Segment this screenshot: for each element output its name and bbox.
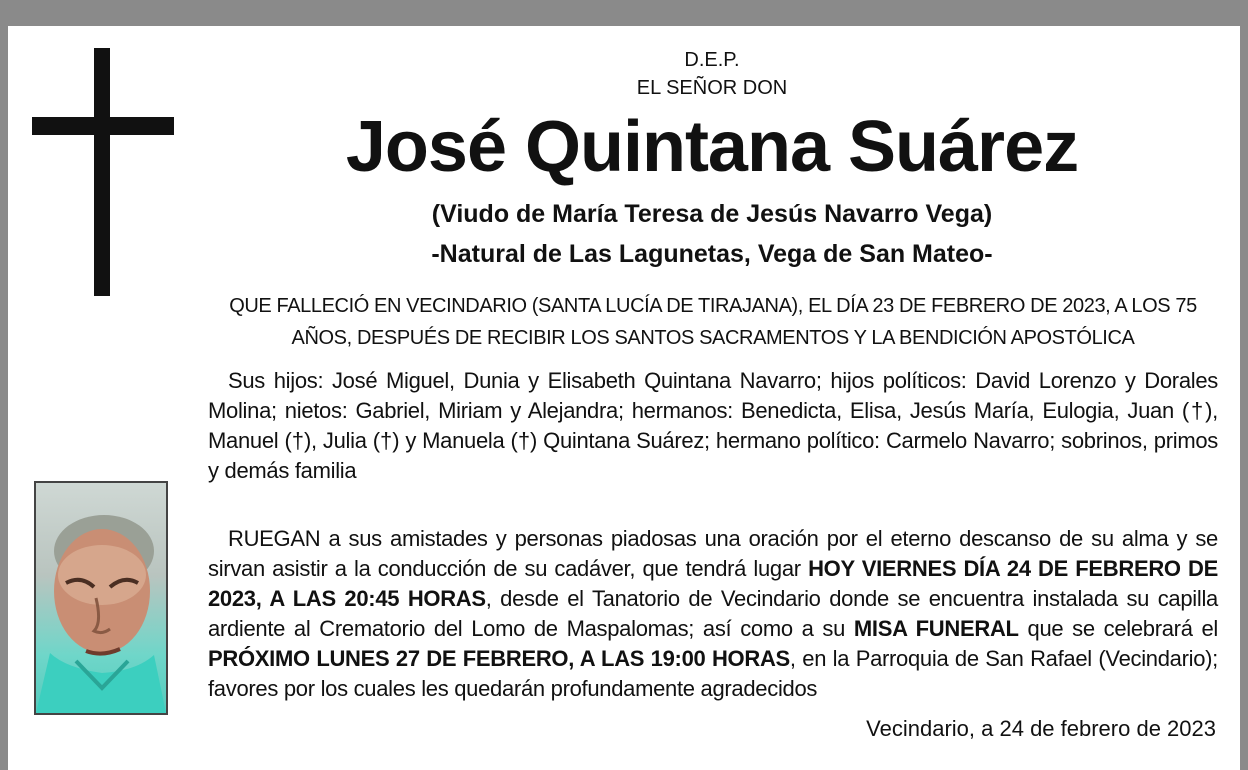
mass-time: PRÓXIMO LUNES 27 DE FEBRERO, A LAS 19:00 HORAS — [208, 646, 790, 671]
death-announcement: QUE FALLECIÓ EN VECINDARIO (SANTA LUCÍA DE TIRAJANA), EL DÍA 23 DE FEBRERO DE 2023, A LOS 75 AÑOS, DESPUÉS DE RECIBIR LOS SANTOS SACRAMENTOS Y LA BENDICIÓN APOSTÓLICA — [229, 295, 1197, 349]
portrait-illustration — [36, 483, 166, 713]
origin-line: -Natural de Las Lagunetas, Vega de San Mateo- — [431, 240, 993, 268]
conduction-time: HOY VIERNES DÍA 24 DE FEBRERO DE 2023, A LAS 20:45 HORAS — [208, 556, 1218, 611]
deceased-name: José Quintana Suárez — [345, 107, 1079, 187]
request-text-2: , desde el Tanatorio de Vecindario donde se encuentra instalada su capilla ardiente al Crematorio del Lomo de Maspalomas; así como a su — [208, 586, 1218, 641]
cross-horizontal-bar — [32, 117, 174, 135]
title-line: EL SEÑOR DON — [636, 77, 788, 99]
request-text-4: , en la Parroquia de San Rafael (Vecindario); favores por los cuales les quedarán profundamente agradecidos — [208, 646, 1218, 701]
widower-line: (Viudo de María Teresa de Jesús Navarro Vega) — [431, 200, 993, 228]
cross-vertical-bar — [94, 48, 110, 296]
request-paragraph — [208, 524, 1218, 704]
obituary-sheet — [8, 26, 1240, 770]
signature-line: Vecindario, a 24 de febrero de 2023 — [866, 716, 1216, 741]
request-text-3: que se celebrará el — [1018, 616, 1218, 641]
request-text-1: RUEGAN a sus amistades y personas piadosas una oración por el eterno descanso de su alma y se sirvan asistir a la conducción de su cadáver, que tendrá lugar — [208, 526, 1218, 581]
dep-line: D.E.P. — [684, 49, 740, 71]
family-paragraph: Sus hijos: José Miguel, Dunia y Elisabeth Quintana Navarro; hijos políticos: David Lorenzo y Dorales Molina; nietos: Gabriel, Miriam y Alejandra; hermanos: Benedicta, Elisa, Jesús María, Eulogia, Juan (†), Manuel (†), Julia (†) y Manuela (†) Quintana Suárez; hermano político: Carmelo Navarro; sobrinos, primos y demás familia — [208, 368, 1218, 483]
portrait-photo — [34, 481, 168, 715]
mass-label: MISA FUNERAL — [853, 616, 1019, 641]
